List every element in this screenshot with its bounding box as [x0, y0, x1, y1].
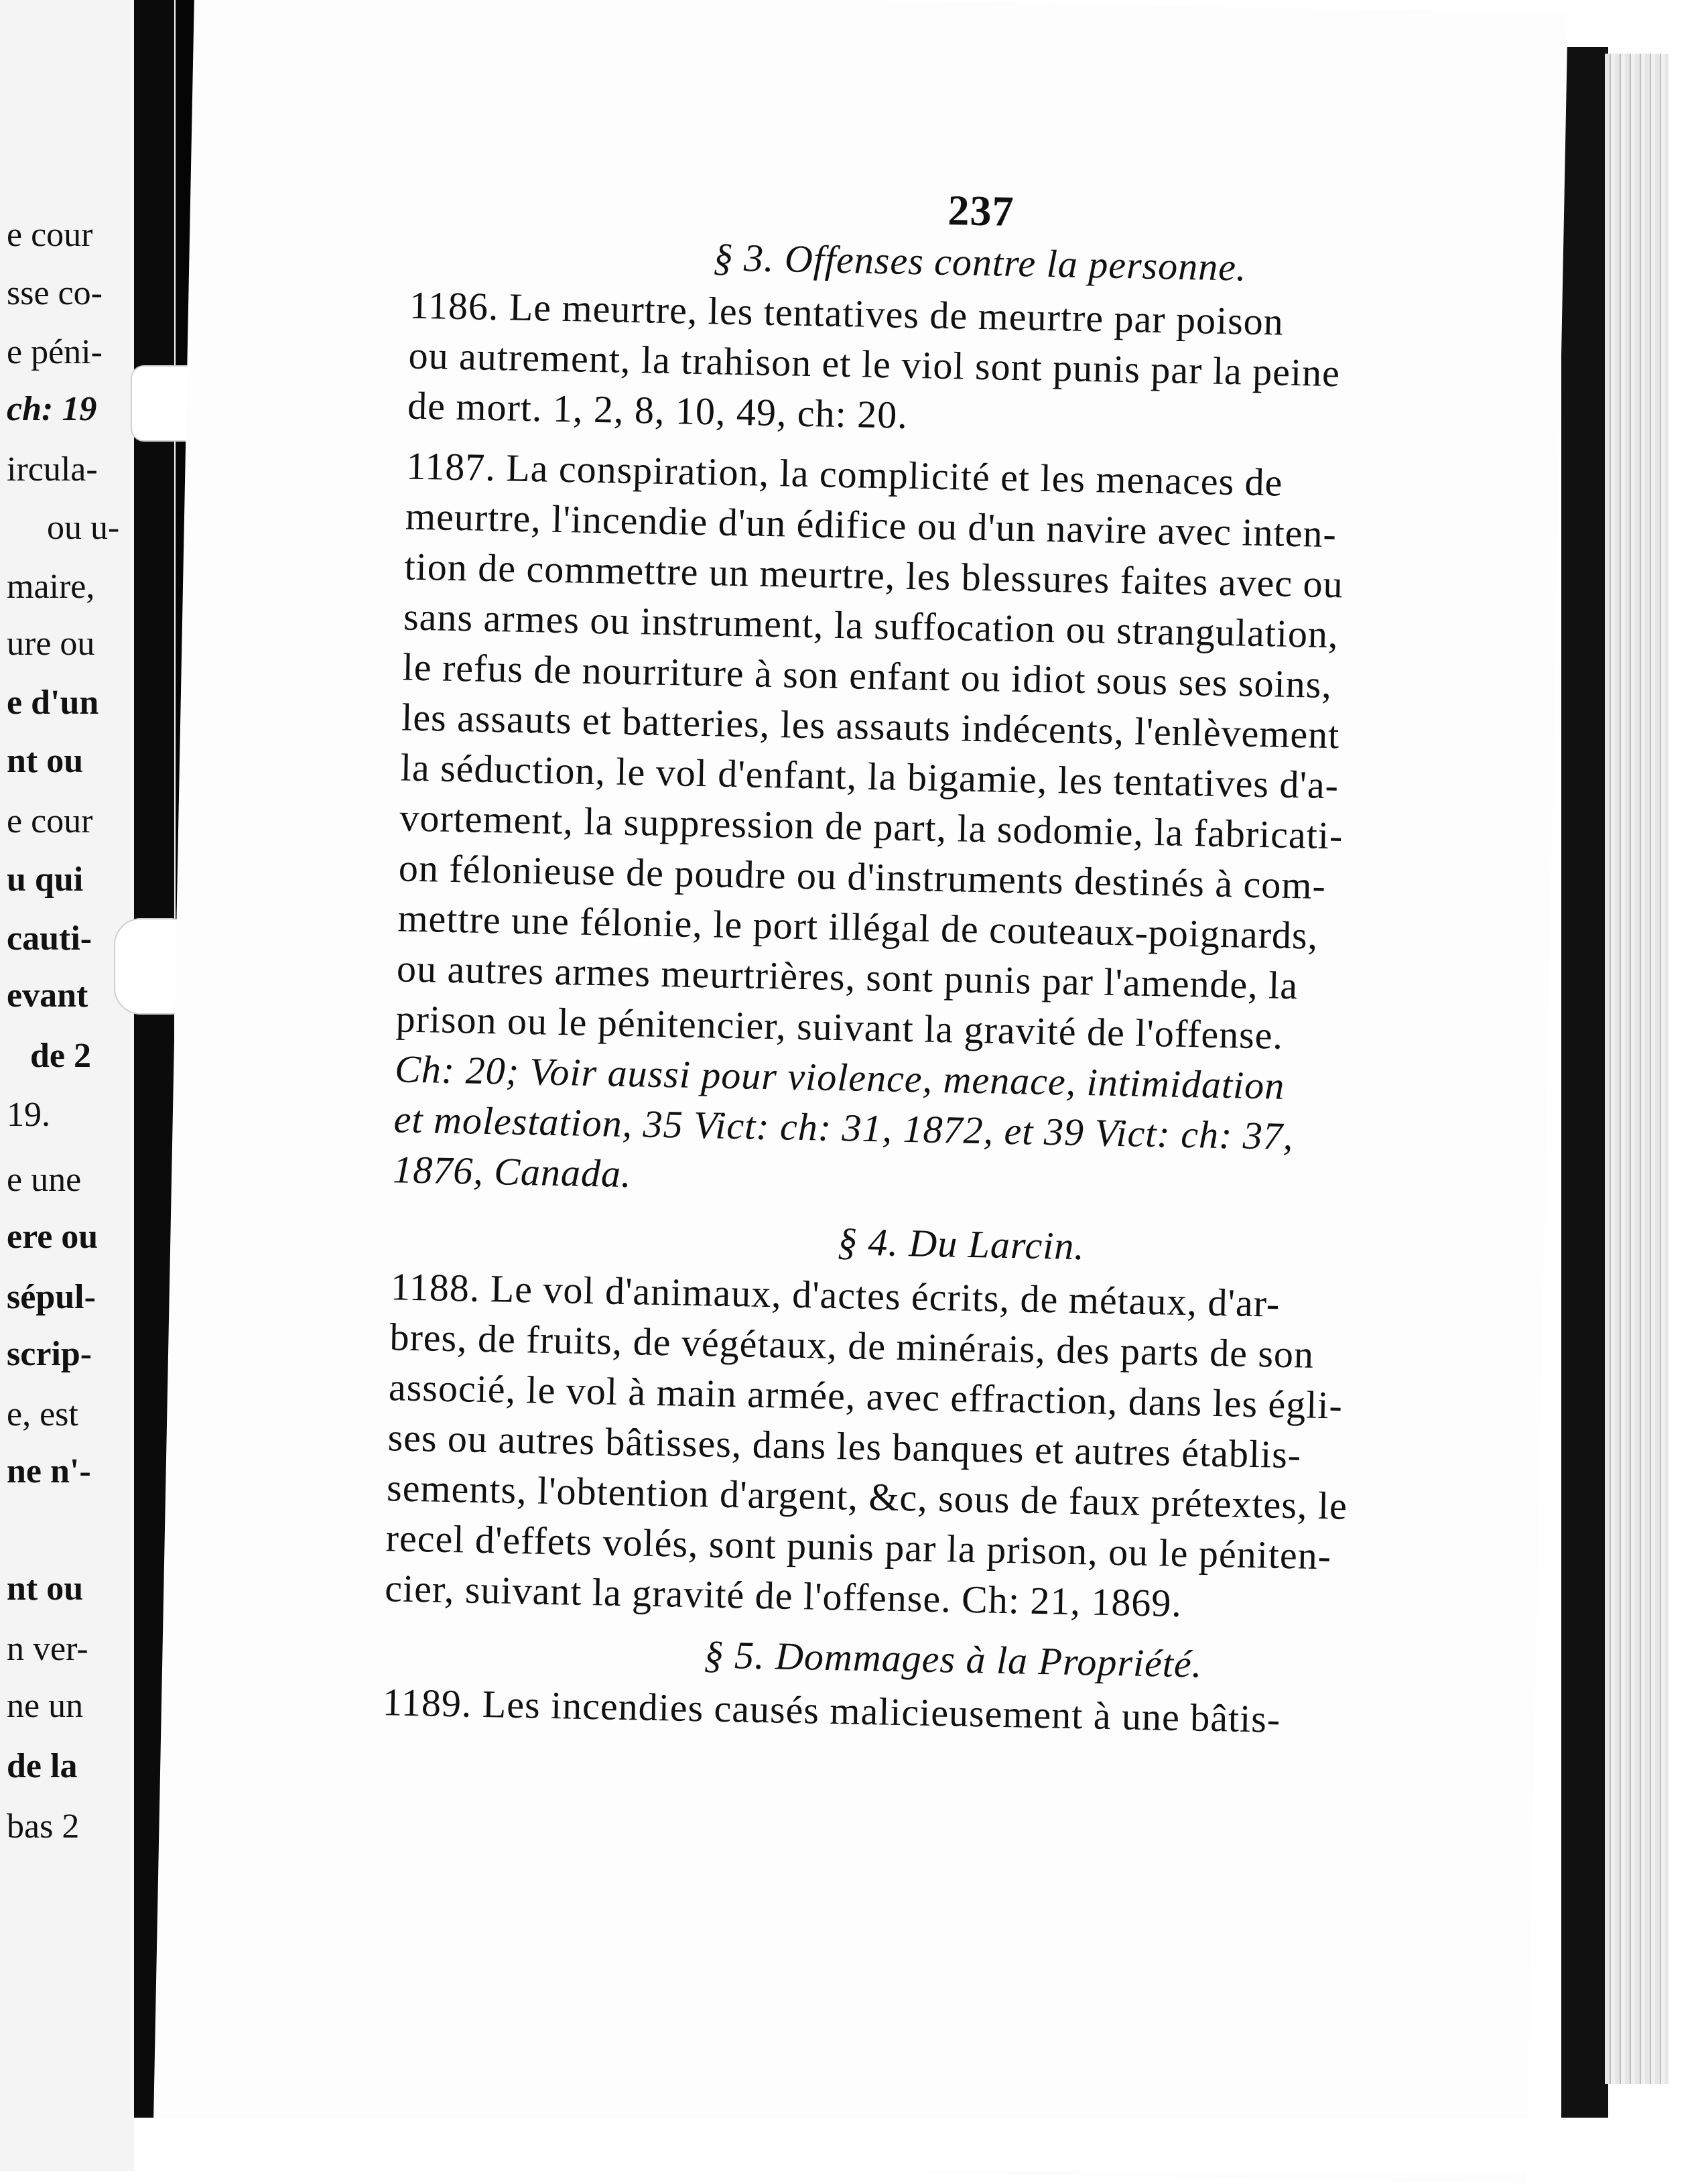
text-line: prison ou le pénitencier, suivant la gravité de l'offense. — [395, 997, 1284, 1057]
previous-page — [0, 0, 176, 2171]
section-heading: § 5. Dommages à la Propriété. — [704, 1632, 1203, 1686]
text-line: sans armes ou instrument, la suffocation ou strangulation, — [403, 594, 1339, 657]
text-line: ses ou autres bâtisses, dans les banques et autres établis- — [387, 1415, 1302, 1477]
left-fragment: ne un — [7, 1687, 84, 1725]
book-page — [153, 0, 1568, 2184]
left-fragment: e cour — [7, 802, 93, 840]
text-line: recel d'effets volés, sont punis par la prison, ou le péniten- — [385, 1516, 1332, 1578]
left-fragment: e péni- — [7, 333, 103, 371]
left-fragment: scrip- — [7, 1335, 92, 1373]
left-fragment: de la — [7, 1747, 78, 1785]
binding-shadow — [1561, 47, 1608, 2138]
left-fragment: e une — [7, 1161, 82, 1199]
page-stack-edges — [1605, 54, 1668, 2084]
left-fragment: u qui — [7, 860, 84, 899]
left-fragment: bas 2 — [7, 1807, 80, 1846]
text-line: et molestation, 35 Vict: ch: 31, 1872, et 39 Vict: ch: 37, — [393, 1097, 1294, 1159]
text-line: associé, le vol à main armée, avec effraction, dans les égli- — [388, 1365, 1344, 1427]
text-line: 1187. La conspiration, la complicité et les menaces de — [405, 444, 1284, 505]
text-line: ou autres armes meurtrières, sont punis par l'amende, la — [396, 946, 1299, 1008]
text-line: 1189. Les incendies causés malicieusement à une bâtis- — [382, 1680, 1281, 1741]
text-line: on félonieuse de poudre ou d'instruments destinés à com- — [398, 846, 1327, 907]
text-line: la séduction, le vol d'enfant, la bigamie, les tentatives d'a- — [400, 745, 1339, 808]
text-line: 1188. Le vol d'animaux, d'actes écrits, de métaux, d'ar- — [390, 1265, 1281, 1326]
left-fragment: ure ou — [7, 625, 95, 663]
section-heading: § 4. Du Larcin. — [837, 1220, 1086, 1269]
left-fragment: sépul- — [7, 1278, 96, 1316]
text-line: mettre une félonie, le port illégal de couteaux-poignards, — [397, 896, 1319, 958]
left-fragment: evant — [7, 976, 88, 1015]
text-line: tion de commettre un meurtre, les blessures faites avec ou — [404, 544, 1344, 606]
text-line: 1186. Le meurtre, les tentatives de meurtre par poison — [409, 283, 1285, 344]
page-number: 237 — [947, 186, 1015, 235]
left-fragment: nt ou — [7, 742, 84, 780]
left-fragment: sse co- — [7, 274, 103, 312]
left-fragment: ne n'- — [7, 1452, 91, 1490]
left-fragment: nt ou — [7, 1569, 84, 1608]
text-line: Ch: 20; Voir aussi pour violence, menace, intimidation — [394, 1047, 1285, 1108]
page-text — [382, 172, 1551, 1741]
text-line: cier, suivant la gravité de l'offense. Ch: 21, 1869. — [384, 1566, 1183, 1626]
left-fragment: maire, — [7, 568, 95, 606]
left-fragment: n ver- — [7, 1630, 88, 1668]
text-line: de mort. 1, 2, 8, 10, 49, ch: 20. — [407, 383, 909, 437]
left-fragment: de 2 — [30, 1037, 91, 1075]
page-bottom-margin — [134, 2118, 1675, 2171]
left-fragment: ere ou — [7, 1218, 99, 1256]
left-fragment: cauti- — [7, 919, 92, 958]
text-line: 1876, Canada. — [392, 1147, 633, 1196]
left-fragment: 19. — [7, 1096, 50, 1134]
text-line: les assauts et batteries, les assauts indécents, l'enlèvement — [401, 695, 1340, 757]
left-fragment: ch: 19 — [7, 390, 97, 428]
text-line: ou autrement, la trahison et le viol sont punis par la peine — [408, 333, 1341, 395]
text-line: meurtre, l'incendie d'un édifice ou d'un navire avec inten- — [405, 494, 1337, 556]
left-fragment: e cour — [7, 216, 93, 254]
left-fragment: e d'un — [7, 684, 99, 722]
left-fragment: ou u- — [47, 509, 120, 547]
text-line: sements, l'obtention d'argent, &c, sous de faux prétextes, le — [386, 1466, 1348, 1528]
text-line: le refus de nourriture à son enfant ou idiot sous ses soins, — [402, 645, 1333, 707]
text-line: vortement, la suppression de part, la sodomie, la fabricati- — [399, 795, 1344, 858]
left-fragment: e, est — [7, 1395, 78, 1433]
section-heading: § 3. Offenses contre la personne. — [712, 235, 1248, 290]
text-line: bres, de fruits, de végétaux, de minérais, des parts de son — [389, 1315, 1315, 1376]
left-fragment: ircula- — [7, 450, 98, 489]
